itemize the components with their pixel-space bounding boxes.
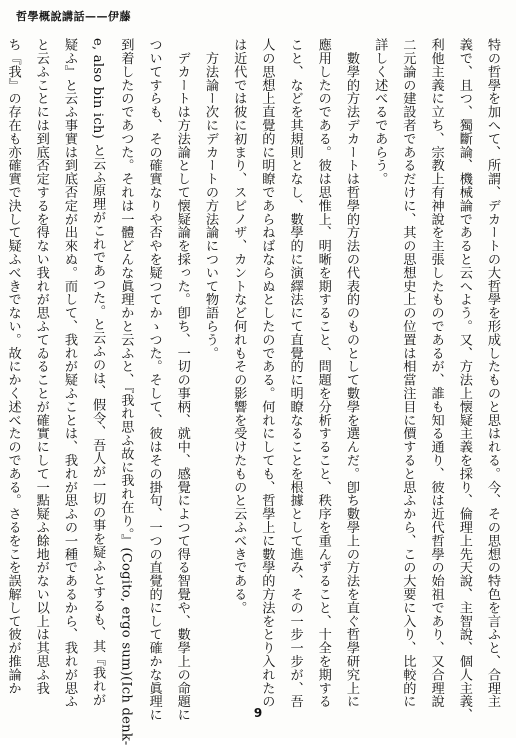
page-number: 9 — [253, 706, 263, 720]
text-column: 二元論の建設者であるだけに、其の思想史上の位置は相當注目に價すると思ふから、この大要に入り、比較的に — [400, 38, 416, 708]
text-column: 詳しく述べるであらう。 — [372, 38, 388, 186]
text-column: 義で、且つ、獨斷論、機械論であると云へよう。又、方法上懐疑主義を採り、倫理上先天說、主智說、個人主義、 — [456, 38, 472, 722]
text-column: と云ふことには到底否定するを得ない我れが思ふてゐることが確實にして一點疑ふ餘地がない以上は其思ふ我 — [33, 38, 49, 695]
text-column: デカートは方法論として懐疑論を採った。卽ち、一切の事柄、就中、感覺によつて得る智覺や、數學上の命題に — [174, 38, 190, 722]
text-column: 利他主義に立ち、宗教上有神說を主張したものであるが、誰も知る通り、彼は近代哲學の始祖であり、又合理說 — [428, 38, 444, 708]
running-head: 哲學概說講話——伊藤 — [16, 10, 131, 23]
text-column: e, also bin ich) と云ふ原理がこれであつた。と云ふのは、假令、吾人が一切の事を疑ふとするも、其『我れが — [90, 38, 106, 707]
text-column: ち『我』の存在も亦確實で決して疑ふべきでない。故にかく述べたのである。さるをこを誤解して彼が推論か — [5, 38, 21, 695]
text-column: 應用したのである。彼は思惟上、明晰を期すること、問題を分析すること、秩序を重んずること、十全を期する — [315, 38, 331, 708]
text-column: 疑ふ』と云ふ事實は到底否定が出來ぬ。而して、我れが疑ふことは、我れが思ふの一種であるから、我れが思ふ — [61, 38, 77, 708]
text-column: ついてすらも、その確實なりや否やを疑つてかゝつた。そして、彼はその掛句、一つの直覺的にして確かな眞理に — [146, 38, 162, 722]
text-column: は近代では彼に初まり、スピノザ、カントなど何れもその影響を受けたものと云ふべきである。 — [231, 38, 247, 615]
text-column: 人の思想上直覺的に明瞭であらねばならぬとしたのである。何れにしても、哲學上に數學的方法をとり入れたの — [259, 38, 275, 708]
text-column: 數學的方法デカートは哲學的方法の代表的のものとして數學を選んだ。卽ち數學上の方法を直ぐ哲學研究上に — [343, 38, 359, 708]
text-column: こと、などを其規則となし、數學的に演繹法にて直覺的に明瞭なることを根據として進み、その一步一步が、吾 — [287, 38, 303, 708]
text-column: 特の哲學を加へて、所謂、デカートの大哲學を形成したものと思はれる。今、その思想の特色を言ふと、合理主 — [485, 38, 500, 708]
text-column: 到着したのであつた。それは一體どんな眞理かと云ふと、『我れ思ふ故に我れ在り。』(Cogito, ergo sum)(Ich denk- — [118, 38, 134, 745]
text-column: 方法論ー次にデカートの方法論について物語らう。 — [202, 38, 218, 360]
body-text — [5, 38, 506, 745]
